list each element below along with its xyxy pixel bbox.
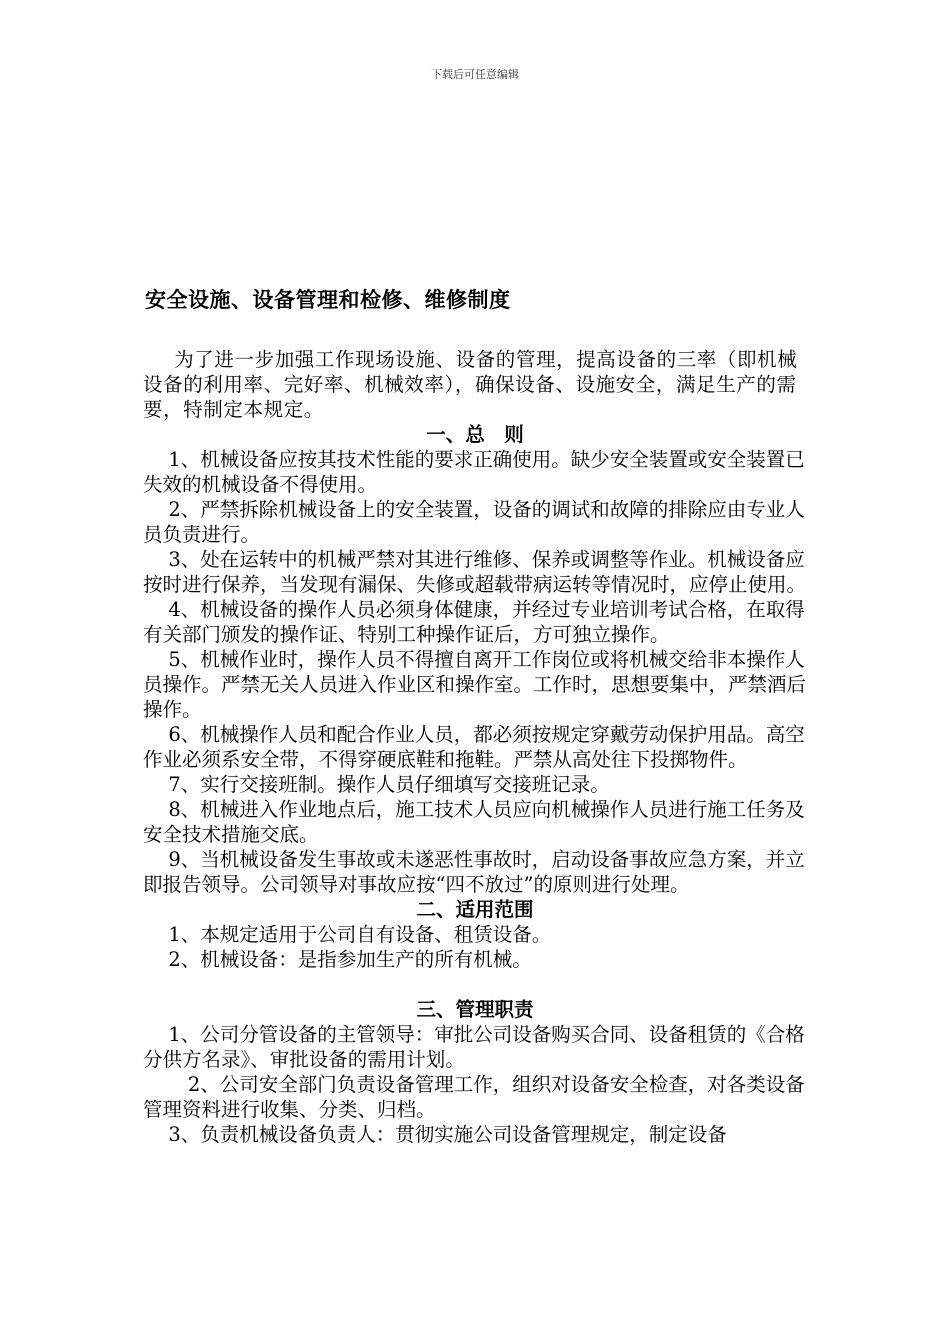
intro-paragraph: 为了进一步加强工作现场设施、设备的管理，提高设备的三率（即机械设备的利用率、完好率、机械效率），确保设备、设施安全，满足生产的需要，特制定本规定。 [143,348,798,421]
document-body [143,347,807,1147]
scope-item-2: 2、机械设备：是指参加生产的所有机械。 [168,948,532,971]
blank-line [143,972,807,997]
general-item-6: 6、机械操作人员和配合作业人员，都必须按规定穿戴劳动保护用品。高空作业必须系安全带，不得穿硬底鞋和拖鞋。严禁从高处往下投掷物件。 [143,723,805,771]
header-note: 下载后可任意编辑 [431,68,519,81]
duties-item-2: 2、公司安全部门负责设备管理工作，组织对设备安全检查，对各类设备管理资料进行收集、分类、归档。 [143,1073,805,1121]
general-item-1: 1、机械设备应按其技术性能的要求正确使用。缺少安全装置或安全装置已失效的机械设备不得使用。 [143,448,805,496]
general-item-2: 2、严禁拆除机械设备上的安全装置，设备的调试和故障的排除应由专业人员负责进行。 [143,498,805,546]
section-heading-duties: 三、管理职责 [416,998,534,1021]
scope-item-1: 1、本规定适用于公司自有设备、租赁设备。 [168,923,552,946]
duties-item-1: 1、公司分管设备的主管领导：审批公司设备购买合同、设备租赁的《合格分供方名录》、审批设备的需用计划。 [143,1023,805,1071]
general-item-4: 4、机械设备的操作人员必须身体健康，并经过专业培训考试合格，在取得有关部门颁发的操作证、特别工种操作证后，方可独立操作。 [143,598,805,646]
general-item-5: 5、机械作业时，操作人员不得擅自离开工作岗位或将机械交给非本操作人员操作。严禁无关人员进入作业区和操作室。工作时，思想要集中，严禁酒后操作。 [143,648,807,721]
document-title: 安全设施、设备管理和检修、维修制度 [145,288,511,312]
duties-item-3: 3、负责机械设备负责人：贯彻实施公司设备管理规定，制定设备 [168,1123,727,1146]
general-item-3: 3、处在运转中的机械严禁对其进行维修、保养或调整等作业。机械设备应按时进行保养，当发现有漏保、失修或超载带病运转等情况时，应停止使用。 [143,548,807,596]
section-heading-general: 一、总 则 [426,423,524,446]
general-item-9: 9、当机械设备发生事故或未遂恶性事故时，启动设备事故应急方案，并立即报告领导。公司领导对事故应按“四不放过”的原则进行处理。 [143,848,805,896]
general-item-8: 8、机械进入作业地点后，施工技术人员应向机械操作人员进行施工任务及安全技术措施交底。 [143,798,805,846]
section-heading-scope: 二、适用范围 [416,898,534,921]
general-item-7: 7、实行交接班制。操作人员仔细填写交接班记录。 [168,773,610,796]
